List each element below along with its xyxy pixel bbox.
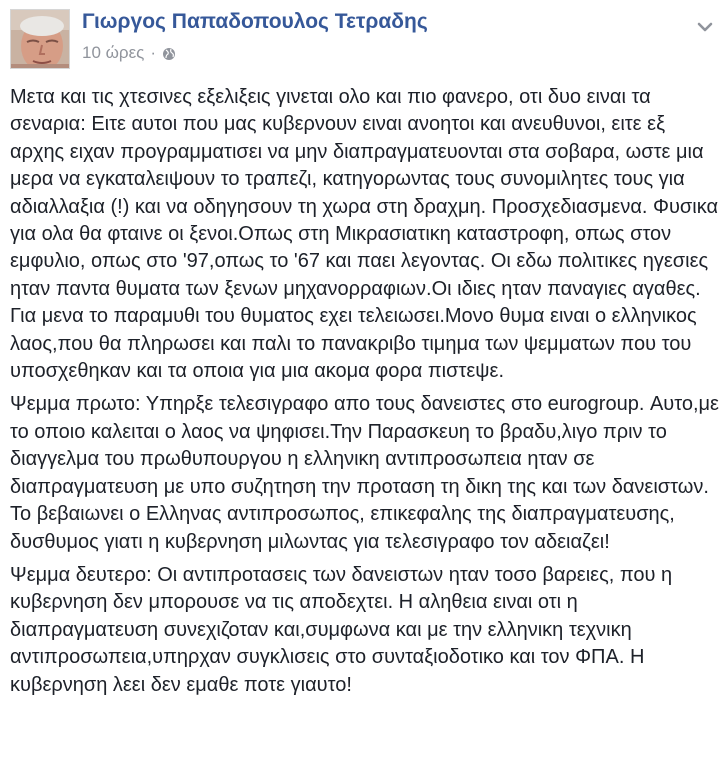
author-name-link[interactable]: Γιωργος Παπαδοπουλος Τετραδης	[82, 10, 428, 33]
avatar[interactable]	[10, 9, 70, 69]
globe-icon[interactable]	[162, 46, 176, 60]
post-header	[10, 6, 718, 72]
profile-photo-icon	[11, 10, 70, 69]
chevron-down-icon[interactable]	[694, 16, 716, 38]
post-paragraph: Ψεμμα πρωτο: Υπηρξε τελεσιγραφο απο τους δανειστες στο eurogroup. Αυτο,με το οποιο καλειται ο λαος να ψηφισει.Την Παρασκευη το βραδυ,λιγο πριν το διαγγελμα του πρωθυπουργου η ελληνικη αντιπροσωπεια ηταν σε διαπραγματευση με υπο συζητηση την προταση τη δικη της και των δανειστων. Το βεβαιωνει ο Ελληνας αντιπροσωπος, επικεφαλης της διαπραγματευσης, δυσθυμος γιατι η κυβερνηση μιλωντας για τελεσιγραφο τον αδειαζει!	[10, 393, 719, 553]
post-paragraph: Μετα και τις χτεσινες εξελιξεις γινεται ολο και πιο φανερο, οτι δυο ειναι τα σεναρια: Ειτε αυτοι που μας κυβερνουν ειναι ανοητοι και ανευθυνοι, ειτε εξ αρχης ειχαν προγραμματισει να μην διαπραγματευονται στα σοβαρα, ωστε μια μερα να εγκαταλειψουν το τραπεζι, κατηγορωντας τους συνομιλητες τους για αδιαλλαξια (!) και να οδηγησουν τη χωρα στη δραχμη. Προσχεδιασμενα. Φυσικα για ολα θα φταινε οι ξενοι.Οπως στη Μικρασιατικη καταστροφη, οπως στον εμφυλιο, οπως στο '97,οπως το '67 και παει λεγοντας. Οι εδω πολιτικες ηγεσιες ηταν παντα θυματα των ξενων μηχανορραφιων.Οι ιδιες ηταν παναγιες αγαθες. Για μενα το παραμυθι του θυματος εχει τελειωσει.Μονο θυμα ειναι ο ελληνικος λαος,που θα πληρωσει και παλι το πανακριβο τιμημα των ψεμματων που του υποσχεθηκαν και τα οποια για μια ακομα φορα πιστεψε.	[10, 86, 719, 383]
post-meta	[82, 43, 176, 63]
post-body	[10, 84, 722, 699]
meta-separator: ·	[150, 43, 157, 62]
post-paragraph: Ψεμμα δευτερο: Οι αντιπροτασεις των δανειστων ηταν τοσο βαρειες, που η κυβερνηση δεν μπορουσε να τις αποδεχτει. Η αληθεια ειναι οτι η διαπραγματευση συνεχιζοταν και,συμφωνα και με την ελληνικη τεχνικη αντιπροσωπεια,υπηρχαν συγκλισεις στο συνταξιοδοτικο και τον ΦΠΑ. Η κυβερνηση λεει δεν εμαθε ποτε γιαυτο!	[10, 563, 673, 696]
timestamp-link[interactable]: 10 ώρες	[82, 43, 145, 62]
